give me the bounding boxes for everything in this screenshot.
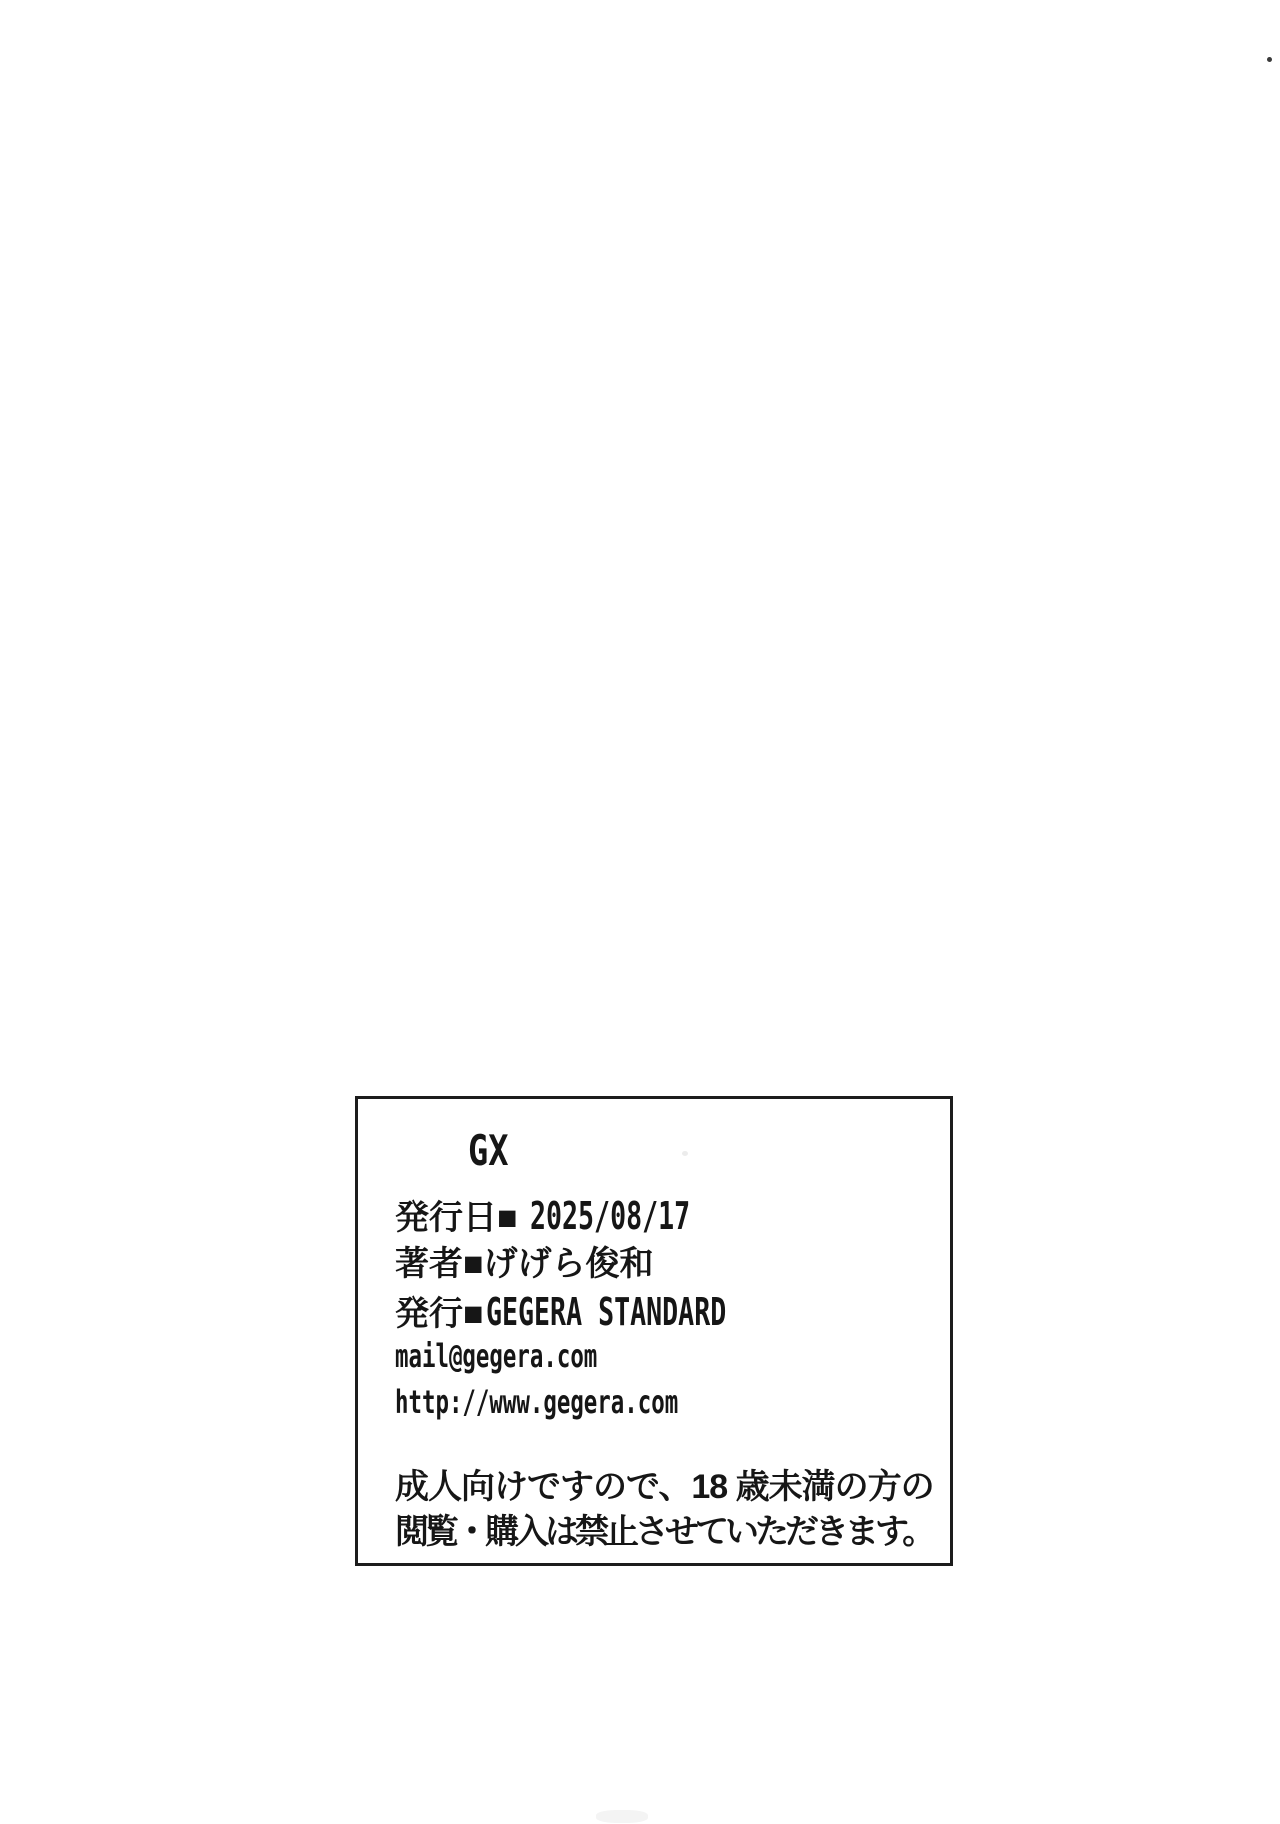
publisher-row	[395, 1290, 829, 1334]
scan-speck	[1267, 57, 1272, 62]
publish-date-label: 発行日■	[395, 1199, 518, 1237]
author-value: げげら俊和	[483, 1245, 654, 1283]
author-label: 著者■	[395, 1245, 484, 1283]
website-text: http://www.gegera.com	[395, 1383, 679, 1421]
adult-notice-line2	[395, 1515, 932, 1549]
adult-notice-line1	[395, 1470, 934, 1504]
publish-date-value: 2025/08/17	[529, 1194, 690, 1238]
author-row	[395, 1247, 654, 1281]
email-row	[395, 1337, 684, 1375]
website-row	[395, 1383, 800, 1421]
adult-notice-text2: 閲覧・購入は禁止させていただきます。	[395, 1513, 933, 1551]
adult-notice-text1: 成人向けですので、18 歳未満の方の	[395, 1468, 934, 1506]
publisher-value: GEGERA STANDARD	[485, 1290, 726, 1334]
email-text: mail@gegera.com	[395, 1337, 598, 1375]
colophon-box	[355, 1096, 953, 1566]
scan-speck	[682, 1151, 688, 1156]
publisher-label: 発行■	[395, 1295, 484, 1333]
doujin-title: GX	[468, 1126, 509, 1175]
scan-smudge	[596, 1810, 648, 1823]
publish-date-row	[395, 1194, 758, 1238]
